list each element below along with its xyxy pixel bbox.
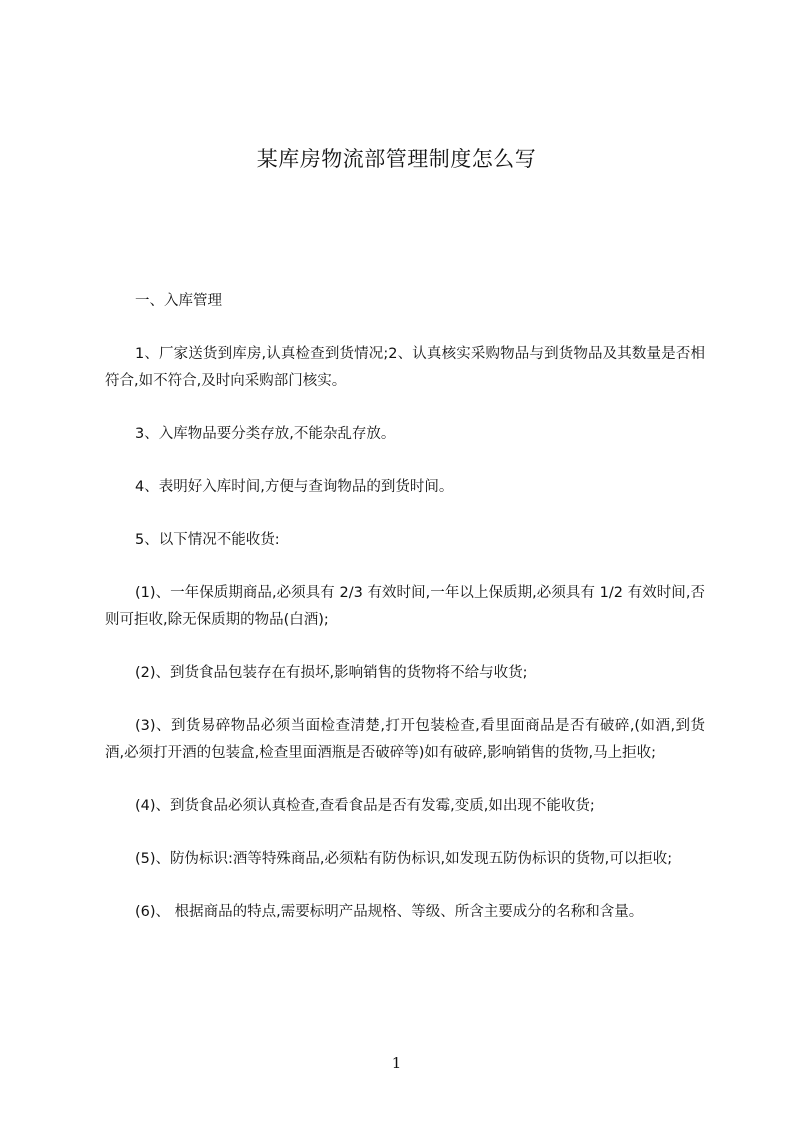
paragraph: 3、入库物品要分类存放,不能杂乱存放。 [135,426,396,442]
document-body [105,288,705,952]
paragraph: 4、表明好入库时间,方便与查询物品的到货时间。 [135,479,454,495]
paragraph: (3)、到货易碎物品必须当面检查清楚,打开包装检查,看里面商品是否有破碎,(如酒,到货酒,必须打开酒的包装盒,检查里面酒瓶是否破碎等)如有破碎,影响销售的货物,马上拒收; [105,718,705,761]
paragraph: (1)、一年保质期商品,必须具有 2/3 有效时间,一年以上保质期,必须具有 1/2 有效时间,否则可拒收,除无保质期的物品(白酒); [105,585,705,628]
page-number: 1 [391,1054,402,1072]
page-title: 某库房物流部管理制度怎么写 [256,147,537,171]
paragraph: 5、以下情况不能收货: [135,532,280,548]
paragraph: 1、厂家送货到库房,认真检查到货情况;2、认真核实采购物品与到货物品及其数量是否相符合,如不符合,及时向采购部门核实。 [105,346,705,389]
paragraph: (2)、到货食品包装存在有损坏,影响销售的货物将不给与收货; [135,665,528,681]
paragraph: (5)、防伪标识:酒等特殊商品,必须粘有防伪标识,如发现五防伪标识的货物,可以拒收; [135,851,673,867]
paragraph: (6)、 根据商品的特点,需要标明产品规格、等级、所含主要成分的名称和含量。 [135,904,644,920]
paragraph: (4)、到货食品必须认真检查,查看食品是否有发霉,变质,如出现不能收货; [135,798,595,814]
section-heading: 一、入库管理 [135,293,222,309]
